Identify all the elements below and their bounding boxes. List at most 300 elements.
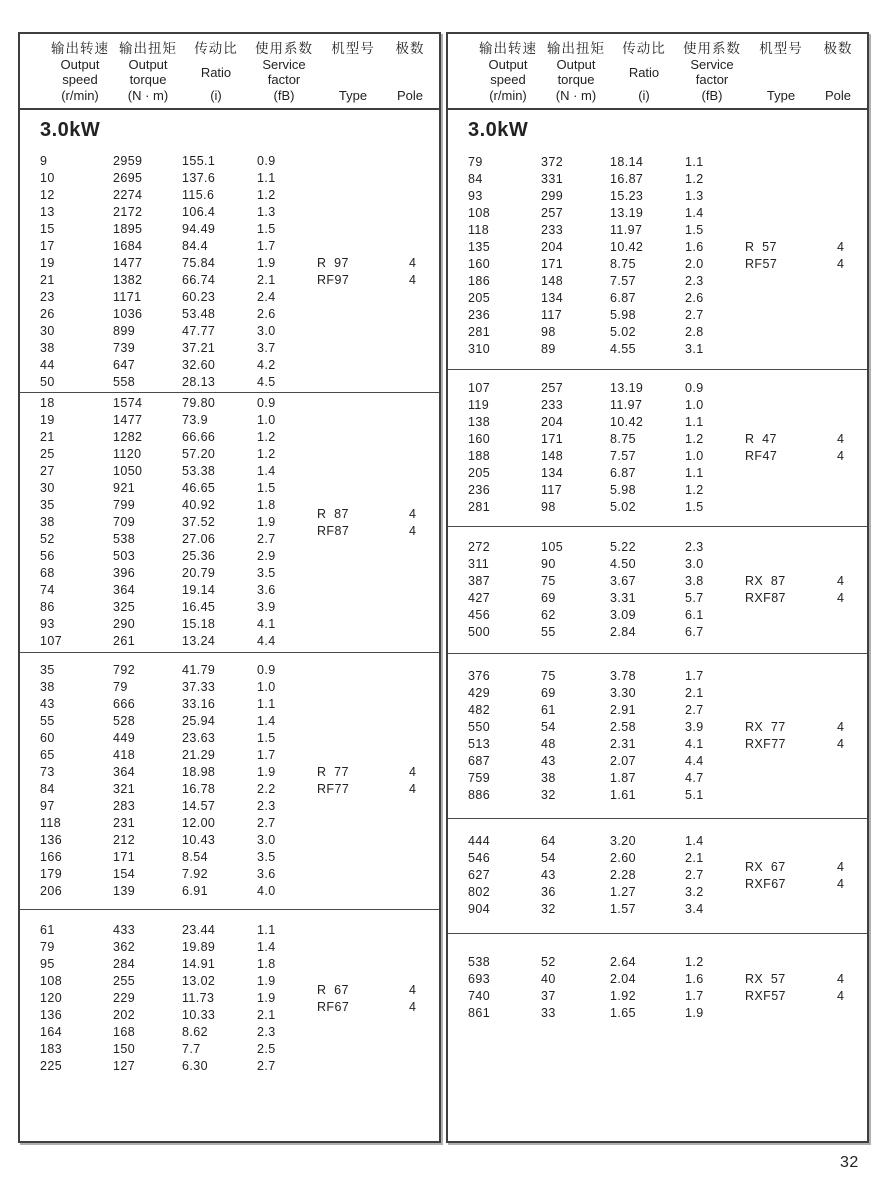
service-factor-value: 6.7 xyxy=(685,625,704,639)
ratio-value: 13.02 xyxy=(182,974,216,988)
service-factor-value: 3.8 xyxy=(685,574,704,588)
output-torque-value: 148 xyxy=(541,449,564,463)
data-row xyxy=(448,290,867,307)
output-speed-value: 44 xyxy=(40,358,55,372)
output-torque-value: 362 xyxy=(113,940,136,954)
data-row xyxy=(448,222,867,239)
type-labels: RX 67 RXF67 xyxy=(745,859,786,891)
output-speed-value: 55 xyxy=(40,714,55,728)
data-row xyxy=(20,1007,439,1024)
col-header-zh: 使用系数 xyxy=(683,41,741,56)
ratio-value: 16.78 xyxy=(182,782,216,796)
service-factor-value: 5.7 xyxy=(685,591,704,605)
data-row xyxy=(20,764,439,781)
service-factor-value: 2.3 xyxy=(685,274,704,288)
service-factor-value: 3.4 xyxy=(685,902,704,916)
output-torque-value: 171 xyxy=(113,850,136,864)
output-speed-value: 186 xyxy=(468,274,491,288)
data-row xyxy=(20,531,439,548)
col-header-unit: (i) xyxy=(638,88,650,103)
output-speed-value: 135 xyxy=(468,240,491,254)
output-speed-value: 35 xyxy=(40,498,55,512)
data-row xyxy=(448,833,867,850)
block-rows xyxy=(448,833,867,918)
ratio-value: 11.73 xyxy=(182,991,215,1005)
output-torque-value: 233 xyxy=(541,398,564,412)
spec-table-right xyxy=(446,32,869,1143)
service-factor-value: 2.7 xyxy=(685,703,704,717)
output-torque-value: 64 xyxy=(541,834,556,848)
data-row xyxy=(448,154,867,171)
pole-values: 4 4 xyxy=(837,240,845,271)
output-torque-value: 40 xyxy=(541,972,556,986)
service-factor-value: 1.2 xyxy=(685,172,704,186)
service-factor-value: 3.6 xyxy=(257,583,276,597)
ratio-value: 12.00 xyxy=(182,816,216,830)
data-row xyxy=(20,357,439,374)
output-speed-value: 97 xyxy=(40,799,55,813)
service-factor-value: 3.5 xyxy=(257,850,276,864)
data-row xyxy=(448,397,867,414)
ratio-value: 75.84 xyxy=(182,256,216,270)
output-torque-value: 117 xyxy=(541,308,563,322)
output-speed-value: 38 xyxy=(40,680,55,694)
output-torque-value: 396 xyxy=(113,566,136,580)
ratio-value: 2.91 xyxy=(610,703,636,717)
service-factor-value: 3.9 xyxy=(257,600,276,614)
output-speed-value: 38 xyxy=(40,341,55,355)
ratio-value: 4.50 xyxy=(610,557,636,571)
data-row xyxy=(20,221,439,238)
output-torque-value: 48 xyxy=(541,737,556,751)
output-speed-value: 164 xyxy=(40,1025,63,1039)
ratio-value: 13.24 xyxy=(182,634,216,648)
output-speed-value: 225 xyxy=(40,1059,63,1073)
service-factor-value: 4.1 xyxy=(685,737,704,751)
output-torque-value: 43 xyxy=(541,868,556,882)
service-factor-value: 4.7 xyxy=(685,771,704,785)
ratio-value: 8.54 xyxy=(182,850,208,864)
output-speed-value: 538 xyxy=(468,955,491,969)
data-row xyxy=(20,696,439,713)
data-row xyxy=(448,988,867,1005)
data-row xyxy=(448,719,867,736)
ratio-block-rx57 xyxy=(448,934,867,1022)
ratio-value: 32.60 xyxy=(182,358,216,372)
output-speed-value: 160 xyxy=(468,257,491,271)
data-row xyxy=(20,306,439,323)
ratio-value: 4.55 xyxy=(610,342,636,356)
ratio-value: 13.19 xyxy=(610,206,644,220)
service-factor-value: 4.4 xyxy=(257,634,276,648)
output-torque-value: 2959 xyxy=(113,154,143,168)
ratio-value: 21.29 xyxy=(182,748,216,762)
output-torque-value: 231 xyxy=(113,816,136,830)
col-header-unit: Type xyxy=(766,88,796,103)
ratio-value: 5.02 xyxy=(610,325,636,339)
output-speed-value: 205 xyxy=(468,291,491,305)
data-row xyxy=(20,883,439,900)
ratio-value: 1.92 xyxy=(610,989,636,1003)
service-factor-value: 1.1 xyxy=(257,923,276,937)
ratio-value: 6.30 xyxy=(182,1059,208,1073)
output-speed-value: 456 xyxy=(468,608,491,622)
data-row xyxy=(448,205,867,222)
ratio-value: 60.23 xyxy=(182,290,216,304)
output-torque-value: 538 xyxy=(113,532,136,546)
block-rows xyxy=(20,395,439,650)
col-header-zh: 传动比 xyxy=(194,41,238,56)
output-speed-value: 74 xyxy=(40,583,55,597)
output-speed-value: 73 xyxy=(40,765,55,779)
output-speed-value: 61 xyxy=(40,923,55,937)
service-factor-value: 1.6 xyxy=(685,972,704,986)
col-header-en: Service factor xyxy=(262,57,306,87)
output-torque-value: 139 xyxy=(113,884,136,898)
service-factor-value: 1.9 xyxy=(685,1006,704,1020)
output-speed-value: 30 xyxy=(40,481,55,495)
service-factor-value: 1.0 xyxy=(257,680,276,694)
data-row xyxy=(20,548,439,565)
output-speed-value: 56 xyxy=(40,549,55,563)
output-speed-value: 546 xyxy=(468,851,491,865)
data-row xyxy=(20,323,439,340)
output-speed-value: 27 xyxy=(40,464,55,478)
ratio-value: 15.18 xyxy=(182,617,216,631)
output-torque-value: 54 xyxy=(541,720,556,734)
output-torque-value: 364 xyxy=(113,765,136,779)
ratio-value: 37.52 xyxy=(182,515,216,529)
output-torque-value: 89 xyxy=(541,342,556,356)
service-factor-value: 6.1 xyxy=(685,608,704,622)
ratio-value: 8.75 xyxy=(610,432,636,446)
output-speed-value: 136 xyxy=(40,833,63,847)
output-torque-value: 449 xyxy=(113,731,136,745)
output-torque-value: 418 xyxy=(113,748,136,762)
ratio-value: 10.33 xyxy=(182,1008,216,1022)
ratio-value: 10.42 xyxy=(610,415,644,429)
output-speed-value: 886 xyxy=(468,788,491,802)
data-row xyxy=(448,787,867,804)
output-speed-value: 904 xyxy=(468,902,491,916)
output-speed-value: 166 xyxy=(40,850,63,864)
ratio-block-rx87 xyxy=(448,527,867,654)
output-speed-value: 482 xyxy=(468,703,491,717)
service-factor-value: 2.6 xyxy=(257,307,276,321)
output-speed-value: 21 xyxy=(40,430,55,444)
output-torque-value: 154 xyxy=(113,867,136,881)
data-row xyxy=(20,289,439,306)
output-torque-value: 739 xyxy=(113,341,136,355)
table-blocks xyxy=(448,150,867,1022)
output-speed-value: 95 xyxy=(40,957,55,971)
output-speed-value: 500 xyxy=(468,625,491,639)
output-speed-value: 107 xyxy=(468,381,491,395)
data-row xyxy=(448,273,867,290)
data-row xyxy=(20,395,439,412)
output-torque-value: 1477 xyxy=(113,413,143,427)
output-torque-value: 261 xyxy=(113,634,136,648)
output-torque-value: 36 xyxy=(541,885,556,899)
service-factor-value: 2.2 xyxy=(257,782,276,796)
ratio-value: 18.98 xyxy=(182,765,216,779)
output-torque-value: 105 xyxy=(541,540,564,554)
output-speed-value: 79 xyxy=(468,155,483,169)
service-factor-value: 1.2 xyxy=(685,483,704,497)
service-factor-value: 3.5 xyxy=(257,566,276,580)
output-torque-value: 168 xyxy=(113,1025,136,1039)
ratio-value: 5.98 xyxy=(610,308,636,322)
data-row xyxy=(448,556,867,573)
output-torque-value: 299 xyxy=(541,189,564,203)
data-row xyxy=(448,341,867,358)
data-row xyxy=(448,380,867,397)
data-row xyxy=(20,463,439,480)
ratio-value: 2.31 xyxy=(610,737,636,751)
service-factor-value: 2.7 xyxy=(257,816,276,830)
data-row xyxy=(20,153,439,170)
ratio-value: 3.78 xyxy=(610,669,636,683)
output-torque-value: 364 xyxy=(113,583,136,597)
data-row xyxy=(448,431,867,448)
output-torque-value: 1120 xyxy=(113,447,142,461)
data-row xyxy=(20,832,439,849)
service-factor-value: 4.2 xyxy=(257,358,276,372)
output-speed-value: 376 xyxy=(468,669,491,683)
output-speed-value: 160 xyxy=(468,432,491,446)
ratio-value: 66.66 xyxy=(182,430,216,444)
ratio-value: 23.44 xyxy=(182,923,216,937)
pole-values: 4 4 xyxy=(837,859,845,891)
service-factor-value: 1.9 xyxy=(257,991,276,1005)
output-speed-value: 38 xyxy=(40,515,55,529)
output-speed-value: 52 xyxy=(40,532,55,546)
ratio-value: 16.45 xyxy=(182,600,216,614)
output-speed-value: 119 xyxy=(468,398,490,412)
col-header-unit: Pole xyxy=(396,88,424,103)
service-factor-value: 1.9 xyxy=(257,256,276,270)
output-torque-value: 2274 xyxy=(113,188,143,202)
service-factor-value: 0.9 xyxy=(257,663,276,677)
ratio-value: 11.97 xyxy=(610,398,643,412)
service-factor-value: 1.9 xyxy=(257,765,276,779)
service-factor-value: 1.7 xyxy=(685,669,704,683)
data-row xyxy=(448,1005,867,1022)
output-torque-value: 1684 xyxy=(113,239,143,253)
output-speed-value: 26 xyxy=(40,307,55,321)
ratio-block-r87 xyxy=(20,393,439,653)
ratio-value: 1.87 xyxy=(610,771,636,785)
col-header-zh: 机型号 xyxy=(759,41,803,56)
data-row xyxy=(448,884,867,901)
output-speed-value: 108 xyxy=(40,974,63,988)
output-torque-value: 799 xyxy=(113,498,136,512)
output-speed-value: 236 xyxy=(468,483,491,497)
pole-values: 4 4 xyxy=(409,982,417,1014)
service-factor-value: 2.7 xyxy=(685,308,704,322)
data-row xyxy=(20,616,439,633)
output-speed-value: 30 xyxy=(40,324,55,338)
service-factor-value: 2.1 xyxy=(257,1008,276,1022)
block-rows xyxy=(448,154,867,358)
output-speed-value: 802 xyxy=(468,885,491,899)
col-header-en: Ratio xyxy=(628,64,660,80)
service-factor-value: 0.9 xyxy=(685,381,704,395)
data-row xyxy=(448,753,867,770)
data-row xyxy=(448,901,867,918)
col-header-zh: 传动比 xyxy=(622,41,666,56)
col-header-zh: 输出扭矩 xyxy=(547,41,605,56)
output-speed-value: 429 xyxy=(468,686,491,700)
ratio-value: 40.92 xyxy=(182,498,216,512)
pole-values: 4 4 xyxy=(409,765,417,796)
data-row xyxy=(20,497,439,514)
service-factor-value: 1.6 xyxy=(685,240,704,254)
service-factor-value: 3.7 xyxy=(257,341,276,355)
output-torque-value: 75 xyxy=(541,574,556,588)
col-header-en: Output speed xyxy=(60,57,100,87)
col-header-en: Output speed xyxy=(488,57,528,87)
data-row xyxy=(20,582,439,599)
data-row xyxy=(20,412,439,429)
output-speed-value: 19 xyxy=(40,413,55,427)
output-torque-value: 899 xyxy=(113,324,136,338)
output-speed-value: 12 xyxy=(40,188,55,202)
col-header-unit: (N · m) xyxy=(555,88,597,103)
output-speed-value: 35 xyxy=(40,663,55,677)
output-speed-value: 627 xyxy=(468,868,491,882)
output-torque-value: 1574 xyxy=(113,396,143,410)
data-row xyxy=(448,850,867,867)
output-torque-value: 290 xyxy=(113,617,136,631)
section-title-power: 3.0kW xyxy=(468,119,529,141)
ratio-value: 6.87 xyxy=(610,466,636,480)
ratio-value: 73.9 xyxy=(182,413,208,427)
service-factor-value: 1.1 xyxy=(685,415,704,429)
col-header-pole xyxy=(382,41,438,103)
ratio-value: 3.30 xyxy=(610,686,636,700)
ratio-value: 2.58 xyxy=(610,720,636,734)
type-labels: RX 77 RXF77 xyxy=(745,720,786,751)
output-torque-value: 372 xyxy=(541,155,564,169)
ratio-value: 5.02 xyxy=(610,500,636,514)
data-row xyxy=(448,307,867,324)
col-header-pole xyxy=(810,41,866,103)
data-row xyxy=(20,747,439,764)
pole-values: 4 4 xyxy=(409,256,417,287)
ratio-value: 3.31 xyxy=(610,591,636,605)
output-torque-value: 127 xyxy=(113,1059,136,1073)
output-torque-value: 55 xyxy=(541,625,556,639)
block-rows xyxy=(448,668,867,804)
ratio-value: 14.91 xyxy=(182,957,216,971)
spec-table-left xyxy=(18,32,441,1143)
data-row xyxy=(448,770,867,787)
output-speed-value: 310 xyxy=(468,342,491,356)
service-factor-value: 5.1 xyxy=(685,788,704,802)
data-row xyxy=(20,781,439,798)
ratio-value: 23.63 xyxy=(182,731,216,745)
ratio-value: 20.79 xyxy=(182,566,216,580)
output-torque-value: 257 xyxy=(541,206,564,220)
output-speed-value: 205 xyxy=(468,466,491,480)
output-torque-value: 229 xyxy=(113,991,136,1005)
data-row xyxy=(448,685,867,702)
data-row xyxy=(20,662,439,679)
output-torque-value: 134 xyxy=(541,466,564,480)
output-speed-value: 281 xyxy=(468,325,491,339)
service-factor-value: 3.1 xyxy=(685,342,704,356)
service-factor-value: 1.2 xyxy=(685,432,704,446)
service-factor-value: 2.7 xyxy=(257,532,276,546)
type-labels: R 97 RF97 xyxy=(317,256,350,287)
output-torque-value: 666 xyxy=(113,697,136,711)
output-speed-value: 107 xyxy=(40,634,63,648)
output-speed-value: 188 xyxy=(468,449,491,463)
output-speed-value: 136 xyxy=(40,1008,63,1022)
output-torque-value: 98 xyxy=(541,500,556,514)
col-header-zh: 输出转速 xyxy=(51,41,109,56)
output-torque-value: 558 xyxy=(113,375,136,389)
data-row xyxy=(20,187,439,204)
data-row xyxy=(448,590,867,607)
service-factor-value: 3.0 xyxy=(685,557,704,571)
service-factor-value: 4.5 xyxy=(257,375,276,389)
service-factor-value: 1.5 xyxy=(685,223,704,237)
type-labels: RX 57 RXF57 xyxy=(745,972,786,1003)
data-row xyxy=(448,482,867,499)
type-labels: R 87 RF87 xyxy=(317,506,350,538)
ratio-value: 2.07 xyxy=(610,754,636,768)
service-factor-value: 1.1 xyxy=(685,466,704,480)
ratio-value: 115.6 xyxy=(182,188,215,202)
service-factor-value: 2.3 xyxy=(257,1025,276,1039)
ratio-value: 5.98 xyxy=(610,483,636,497)
ratio-value: 7.57 xyxy=(610,274,636,288)
service-factor-value: 0.9 xyxy=(257,396,276,410)
service-factor-value: 2.7 xyxy=(685,868,704,882)
service-factor-value: 0.9 xyxy=(257,154,276,168)
table-header xyxy=(448,34,867,110)
data-row xyxy=(20,922,439,939)
ratio-value: 2.28 xyxy=(610,868,636,882)
output-speed-value: 740 xyxy=(468,989,491,1003)
service-factor-value: 4.1 xyxy=(257,617,276,631)
pole-values: 4 4 xyxy=(837,972,845,1003)
output-torque-value: 54 xyxy=(541,851,556,865)
service-factor-value: 1.2 xyxy=(685,955,704,969)
output-speed-value: 118 xyxy=(40,816,62,830)
pole-values: 4 4 xyxy=(409,506,417,538)
output-speed-value: 118 xyxy=(468,223,490,237)
type-labels: R 57 RF57 xyxy=(745,240,778,271)
col-header-unit: (r/min) xyxy=(489,88,527,103)
output-speed-value: 60 xyxy=(40,731,55,745)
data-row xyxy=(448,256,867,273)
data-row xyxy=(20,255,439,272)
data-row xyxy=(20,849,439,866)
output-speed-value: 15 xyxy=(40,222,55,236)
data-row xyxy=(20,633,439,650)
service-factor-value: 3.2 xyxy=(685,885,704,899)
ratio-value: 84.4 xyxy=(182,239,208,253)
output-torque-value: 321 xyxy=(113,782,136,796)
ratio-value: 66.74 xyxy=(182,273,216,287)
data-row xyxy=(20,514,439,531)
output-torque-value: 32 xyxy=(541,788,556,802)
ratio-value: 41.79 xyxy=(182,663,216,677)
output-speed-value: 17 xyxy=(40,239,55,253)
